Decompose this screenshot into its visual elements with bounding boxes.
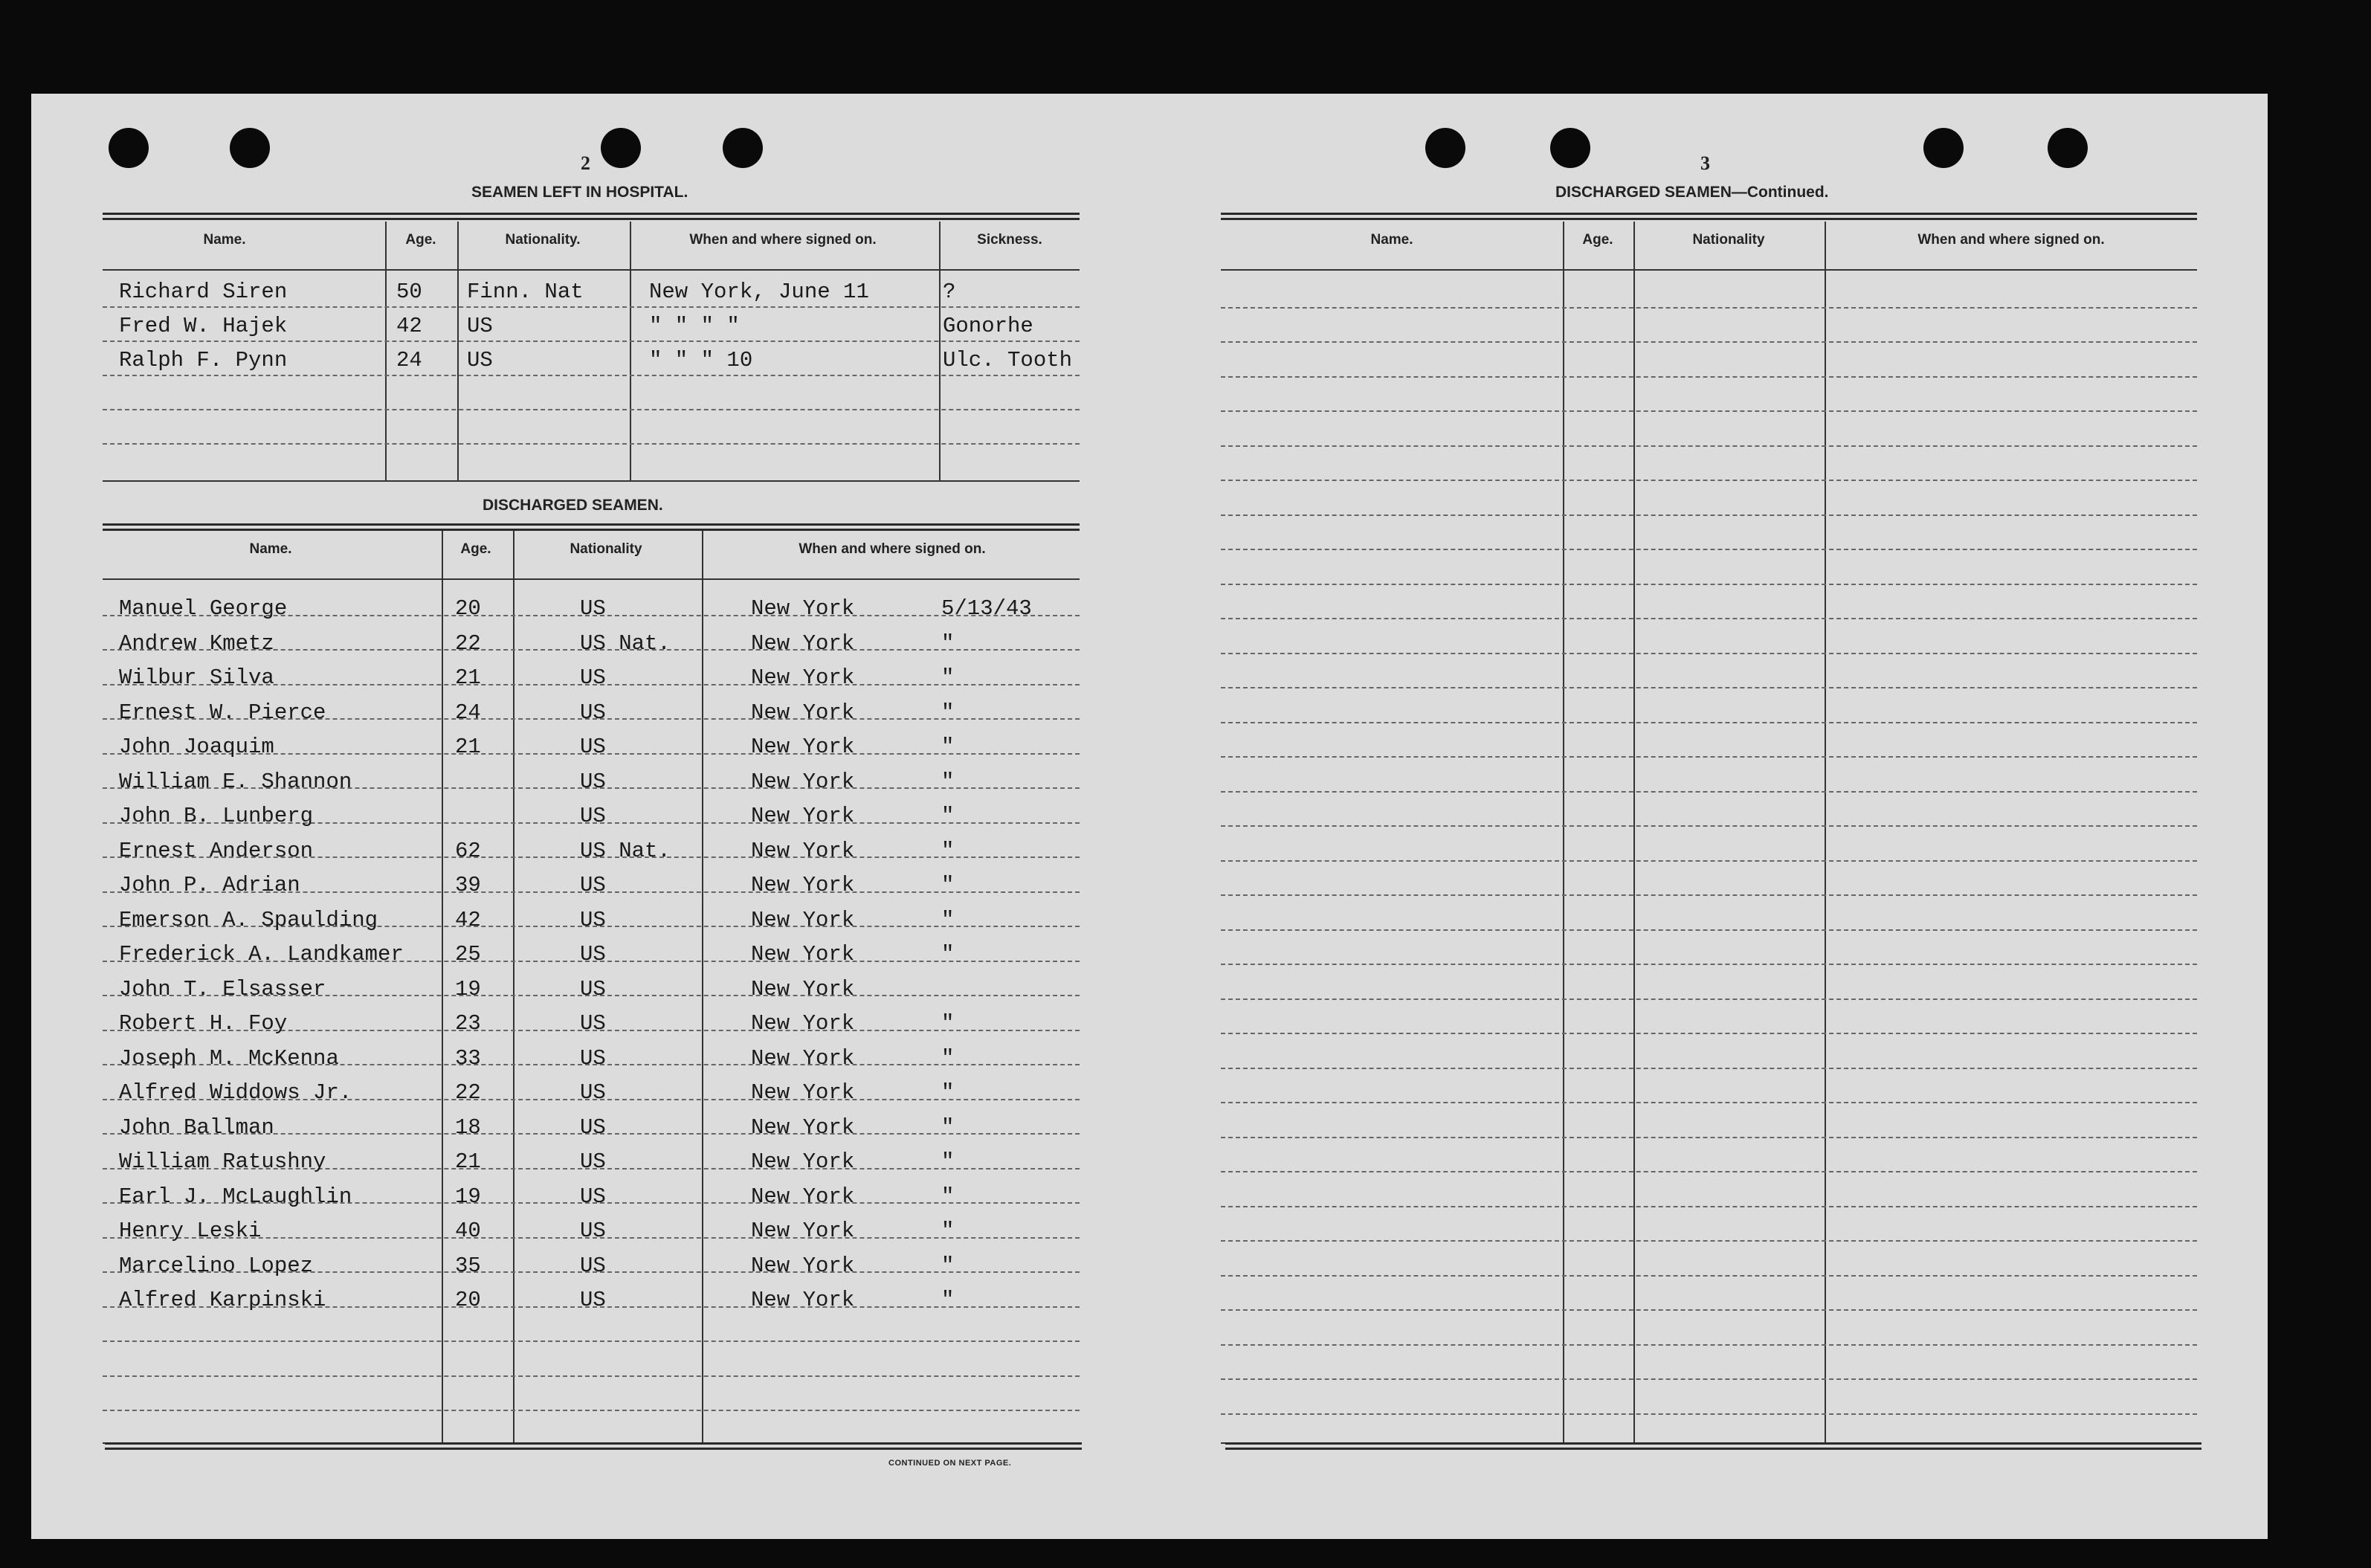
row-line [1221,1413,2197,1415]
signed-on-place: New York [751,1149,855,1174]
seaman-name: Andrew Kmetz [119,630,274,656]
seaman-nationality: US [580,700,606,725]
seaman-age: 25 [455,942,481,967]
row-line [1221,964,2197,965]
signed-on-place: New York [751,907,855,932]
row-line [1221,1275,2197,1277]
signed-on-place: New York [751,976,855,1001]
table-bottom-rule [103,480,1080,482]
row-line [103,1410,1080,1411]
sickness: Ulc. Tooth [943,348,1073,372]
signed-on-date: " [941,1149,955,1174]
row-line [1221,410,2197,412]
seaman-name: William Ratushny [119,1149,326,1174]
row-line [103,409,1080,410]
seaman-age: 24 [455,700,481,725]
row-line [1221,894,2197,896]
signed-on-place: New York [751,1045,855,1071]
signed-on-date: " [941,907,955,932]
seaman-nationality: US [580,1045,606,1071]
seaman-name: John T. Elsasser [119,976,326,1001]
seaman-nationality: US [580,976,606,1001]
seaman-nationality: US Nat. [580,838,671,863]
signed-on-date: " [941,1219,955,1243]
column-header: Name. [249,541,292,557]
seaman-nationality: US [580,1114,606,1140]
header-rule [1221,269,2197,271]
signed-on-place: New York [751,1184,855,1209]
signed-on-date: 5/13/43 [941,596,1032,621]
row-line [103,1375,1080,1377]
row-line [1221,549,2197,550]
row-line [1221,1068,2197,1069]
seaman-age: 39 [455,873,481,897]
signed-on-place: New York [751,1288,855,1312]
seaman-nationality: US [580,769,606,794]
seaman-age: 19 [455,1184,481,1209]
row-line [1221,307,2197,309]
signed-on-date: " [941,1184,955,1209]
seaman-nationality: US [580,1149,606,1174]
seaman-name: Frederick A. Landkamer [119,942,404,967]
row-line [1221,341,2197,343]
seaman-age: 42 [396,314,422,338]
seaman-age: 19 [455,976,481,1001]
seaman-name: John Ballman [119,1114,274,1140]
row-line [1221,929,2197,931]
row-line [1221,1206,2197,1207]
hospital-section-title: SEAMEN LEFT IN HOSPITAL. [471,184,688,201]
signed-on-date: " [941,1253,955,1278]
column-header: Nationality. [505,232,581,248]
double-rule [103,213,1080,220]
seaman-name: Wilbur Silva [119,665,274,690]
row-line [1221,1240,2197,1242]
signed-on: " " " 10 [649,348,753,372]
signed-on-place: New York [751,804,855,828]
column-divider [939,222,941,480]
signed-on-date: " [941,769,955,794]
manifest-sheet [31,94,2268,1539]
seaman-age: 21 [455,665,481,690]
seaman-name: Earl J. McLaughlin [119,1184,352,1209]
seaman-name: Richard Siren [119,280,288,304]
signed-on-date: " [941,1080,955,1105]
row-line [1221,653,2197,654]
row-line [1221,860,2197,862]
punch-hole [1425,128,1465,168]
seaman-age: 24 [396,348,422,372]
seaman-age: 21 [455,735,481,759]
seaman-nationality: US [580,735,606,759]
column-divider [630,222,631,480]
sickness: ? [943,280,956,304]
page-number: 2 [581,152,590,174]
signed-on-place: New York [751,1080,855,1105]
seaman-nationality: US [580,1011,606,1036]
double-rule [1225,1442,2201,1450]
seaman-nationality: US [580,1219,606,1243]
column-divider [1563,222,1564,1442]
signed-on-date: " [941,838,955,863]
seaman-age: 33 [455,1045,481,1071]
seaman-name: Joseph M. McKenna [119,1045,339,1071]
header-rule [103,269,1080,271]
column-header: Sickness. [977,232,1042,248]
seaman-nationality: US [580,596,606,621]
column-header: When and where signed on. [689,232,877,248]
seaman-name: Henry Leski [119,1219,262,1243]
signed-on-place: New York [751,665,855,690]
seaman-nationality: US [580,873,606,897]
seaman-age: 62 [455,838,481,863]
signed-on-place: New York [751,735,855,759]
row-line [103,375,1080,376]
row-line [1221,687,2197,688]
column-header: Nationality [1692,232,1765,248]
seaman-age: 35 [455,1253,481,1278]
signed-on-date: " [941,873,955,897]
sickness: Gonorhe [943,314,1033,338]
column-header: Age. [405,232,436,248]
seaman-name: Marcelino Lopez [119,1253,314,1278]
row-line [1221,584,2197,585]
signed-on-place: New York [751,700,855,725]
row-line [1221,1344,2197,1346]
signed-on-date: " [941,1114,955,1140]
punch-hole [723,128,763,168]
column-header: Age. [1582,232,1613,248]
row-line [1221,445,2197,447]
column-divider [385,222,387,480]
seaman-age: 21 [455,1149,481,1174]
column-divider [457,222,459,480]
signed-on-place: New York [751,838,855,863]
seaman-nationality: US [580,942,606,967]
double-rule [103,523,1080,531]
column-header: Name. [1370,232,1413,248]
row-line [1221,1171,2197,1172]
seaman-nationality: US [580,1288,606,1312]
punch-hole [230,128,270,168]
seaman-nationality: US [580,1253,606,1278]
seaman-nationality: US [580,804,606,828]
seaman-age: 18 [455,1114,481,1140]
seaman-age: 42 [455,907,481,932]
signed-on-date: " [941,804,955,828]
punch-hole [109,128,149,168]
row-line [103,1340,1080,1342]
header-rule [103,578,1080,580]
signed-on-place: New York [751,1253,855,1278]
row-line [103,306,1080,308]
seaman-name: Manuel George [119,596,288,621]
seaman-age: 22 [455,630,481,656]
punch-hole [2048,128,2088,168]
seaman-nationality: US [580,665,606,690]
column-header: Name. [203,232,246,248]
seaman-name: William E. Shannon [119,769,352,794]
signed-on-place: New York [751,769,855,794]
row-line [1221,722,2197,723]
row-line [1221,1102,2197,1103]
seaman-nationality: US [580,907,606,932]
signed-on-date: " [941,700,955,725]
column-header: Age. [460,541,491,557]
seaman-name: Alfred Karpinski [119,1288,326,1312]
signed-on-date: " [941,942,955,967]
seaman-name: Alfred Widdows Jr. [119,1080,352,1105]
row-line [1221,480,2197,481]
seaman-age: 20 [455,1288,481,1312]
column-divider [1825,222,1826,1442]
signed-on-place: New York [751,1219,855,1243]
row-line [1221,998,2197,1000]
seaman-nationality: US [580,1080,606,1105]
seaman-name: John P. Adrian [119,873,300,897]
row-line [1221,825,2197,827]
signed-on-place: New York [751,630,855,656]
seaman-name: Ralph F. Pynn [119,348,288,372]
double-rule [105,1442,1082,1450]
row-line [1221,1378,2197,1380]
row-line [1221,1137,2197,1138]
seaman-name: Emerson A. Spaulding [119,907,378,932]
seaman-nationality: US Nat. [580,630,671,656]
row-line [1221,514,2197,516]
signed-on: " " " " [649,314,740,338]
signed-on-date: " [941,1288,955,1312]
column-header: When and where signed on. [799,541,986,557]
column-header: When and where signed on. [1917,232,2105,248]
row-line [1221,1309,2197,1311]
seaman-age: 50 [396,280,422,304]
column-header: Nationality [570,541,642,557]
row-line [1221,618,2197,619]
punch-hole [601,128,641,168]
seaman-nationality: US [467,348,493,372]
seaman-age: 22 [455,1080,481,1105]
signed-on-place: New York [751,942,855,967]
row-line [1221,376,2197,378]
seaman-name: John Joaquim [119,735,274,759]
seaman-age: 40 [455,1219,481,1243]
punch-hole [1923,128,1964,168]
signed-on-date: " [941,665,955,690]
signed-on-date: " [941,630,955,656]
signed-on-place: New York [751,1011,855,1036]
signed-on-place: New York [751,873,855,897]
double-rule [1221,213,2197,220]
discharged-section-title: DISCHARGED SEAMEN. [483,497,663,514]
signed-on-date: " [941,735,955,759]
seaman-name: John B. Lunberg [119,804,314,828]
row-line [103,443,1080,445]
continued-section-title: DISCHARGED SEAMEN—Continued. [1555,184,1829,201]
signed-on-place: New York [751,1114,855,1140]
continued-note: CONTINUED ON NEXT PAGE. [888,1459,1012,1468]
signed-on-date: " [941,1011,955,1036]
signed-on-place: New York [751,596,855,621]
row-line [1221,791,2197,793]
seaman-nationality: US [467,314,493,338]
row-line [1221,1033,2197,1034]
seaman-name: Robert H. Foy [119,1011,288,1036]
seaman-age: 20 [455,596,481,621]
row-line [103,341,1080,342]
signed-on-date: " [941,1045,955,1071]
seaman-nationality: Finn. Nat [467,280,584,304]
seaman-name: Fred W. Hajek [119,314,288,338]
column-divider [1633,222,1635,1442]
seaman-age: 23 [455,1011,481,1036]
seaman-nationality: US [580,1184,606,1209]
punch-hole [1550,128,1590,168]
row-line [1221,756,2197,758]
seaman-name: Ernest W. Pierce [119,700,326,725]
page-number: 3 [1700,152,1710,174]
signed-on: New York, June 11 [649,280,869,304]
seaman-name: Ernest Anderson [119,838,314,863]
